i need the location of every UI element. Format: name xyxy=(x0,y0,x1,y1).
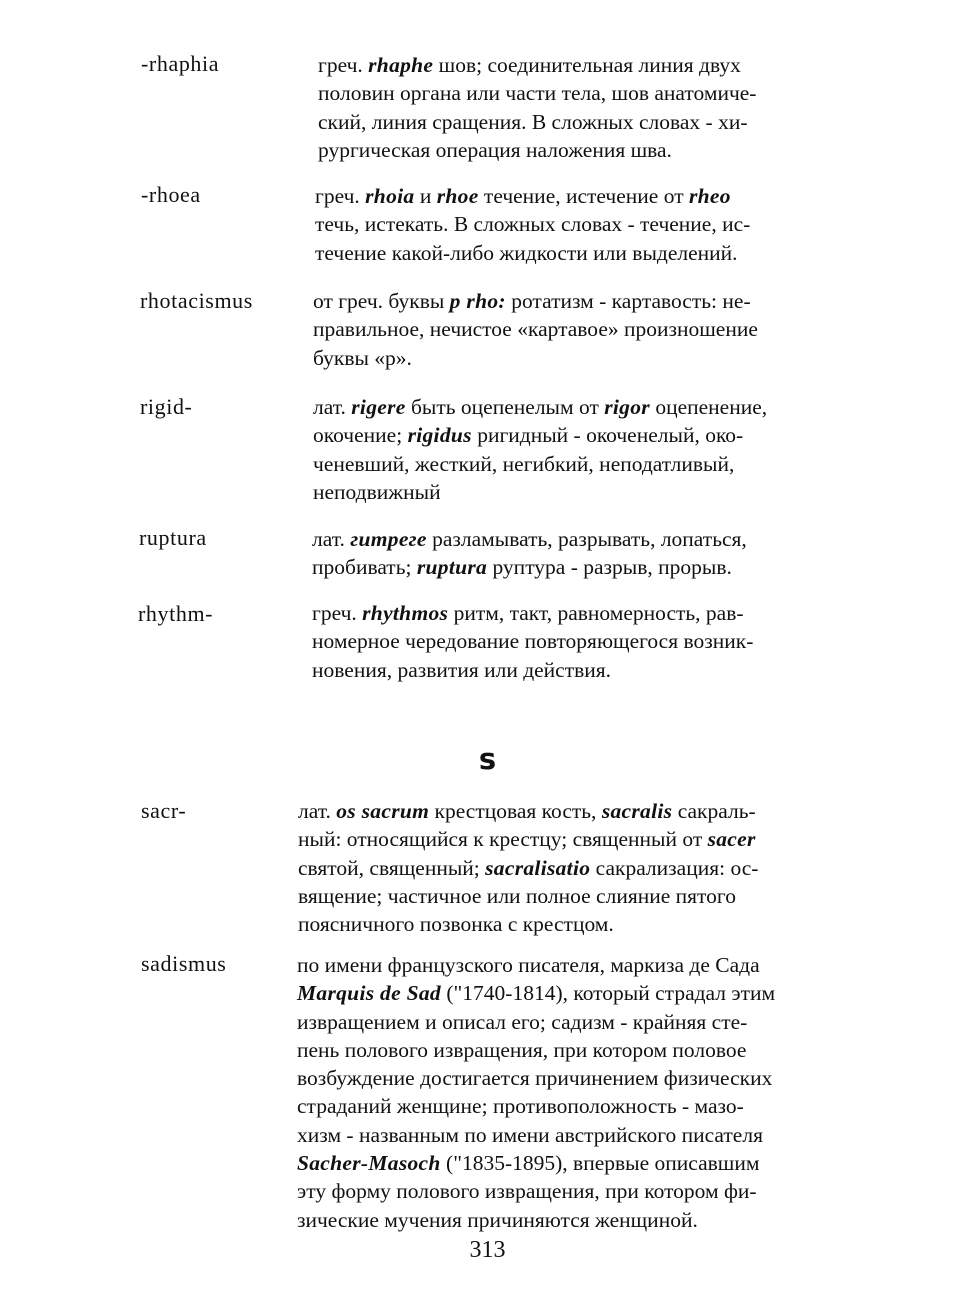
definition-text: течение какой-либо жидкости или выделений. xyxy=(315,240,738,265)
definition-text: пень полового извращения, при котором половое xyxy=(297,1037,747,1062)
definition-line xyxy=(297,1177,775,1205)
definition-text: рургическая операция наложения шва. xyxy=(318,137,672,162)
entry-definition xyxy=(318,51,756,164)
definition-text: течь, истекать. В сложных словах - течение, ис- xyxy=(315,212,751,237)
definition-text: страданий женщине; противоположность - мазо- xyxy=(297,1094,744,1119)
definition-line xyxy=(297,1121,775,1149)
definition-text: новения, развития или действия. xyxy=(312,657,612,682)
definition-text: святой, священный; xyxy=(298,855,486,880)
definition-text: по имени французского писателя, маркиза де Сада xyxy=(297,953,760,977)
entry-term: rhotacismus xyxy=(140,288,253,313)
latin-term: rhoe xyxy=(436,184,479,208)
definition-text: окочение; xyxy=(313,423,408,448)
definition-text: ("1740-1814), который страдал этим xyxy=(440,981,776,1006)
definition-line xyxy=(313,478,767,506)
definition-text: ский, линия сращения. В сложных словах - хи- xyxy=(318,109,748,134)
entry-term: rigid- xyxy=(140,394,193,419)
definition-text: быть оцепенелым от xyxy=(405,395,605,419)
definition-line xyxy=(313,393,767,421)
definition-text: сакрализация: ос- xyxy=(590,855,759,880)
definition-text: поясничного позвонка с крестцом. xyxy=(298,912,614,937)
latin-term: sacer xyxy=(707,827,756,852)
definition-line xyxy=(297,1149,775,1177)
definition-text: возбуждение достигается причинением физических xyxy=(297,1066,773,1091)
definition-text: разламывать, разрывать, лопаться, xyxy=(426,527,747,551)
entry-definition xyxy=(313,393,767,506)
entry-definition xyxy=(315,182,750,267)
definition-line xyxy=(298,825,758,853)
definition-line xyxy=(312,656,753,684)
definition-text: ротатизм - картавость: не- xyxy=(505,289,751,313)
definition-text: ("1835-1895), впервые описавшим xyxy=(440,1151,760,1176)
definition-text: правильное, нечистое «картавое» произношение xyxy=(313,317,758,342)
page-number: 313 xyxy=(469,1237,506,1263)
latin-term: rigere xyxy=(351,395,406,419)
definition-text: зические мучения причиняются женщиной. xyxy=(297,1207,698,1232)
definition-line xyxy=(297,1008,775,1036)
definition-text: и xyxy=(414,184,437,208)
definition-text: ритм, такт, равномерность, рав- xyxy=(448,601,744,625)
entry-definition xyxy=(312,525,747,582)
definition-text: лат. xyxy=(313,395,352,419)
latin-term: гитреге xyxy=(350,527,427,551)
definition-text: номерное чередование повторяющегося возник- xyxy=(312,629,754,654)
definition-line xyxy=(297,951,775,979)
section-letter-heading: s xyxy=(478,742,497,776)
definition-line xyxy=(298,882,758,910)
definition-line xyxy=(297,1092,775,1120)
definition-line xyxy=(312,525,747,553)
latin-term: rigidus xyxy=(407,423,472,448)
definition-line xyxy=(298,854,758,882)
definition-text: буквы «р». xyxy=(313,345,412,370)
definition-text: греч. xyxy=(315,184,366,208)
definition-line xyxy=(315,239,750,267)
definition-line xyxy=(318,51,756,79)
definition-text: ченевший, жесткий, негибкий, неподатливый, xyxy=(313,451,735,476)
definition-line xyxy=(315,182,750,210)
definition-line xyxy=(297,1064,775,1092)
latin-term: Sacher-Masoch xyxy=(297,1151,441,1176)
latin-term: Marquis de Sad xyxy=(297,981,441,1006)
entry-definition xyxy=(297,951,775,1234)
definition-text: греч. xyxy=(318,53,369,77)
definition-text: от греч. буквы xyxy=(313,289,450,313)
definition-line xyxy=(312,627,753,655)
entry-term: -rhaphia xyxy=(141,51,220,76)
definition-line xyxy=(318,79,756,107)
definition-text: греч. xyxy=(312,601,363,625)
definition-line xyxy=(318,136,756,164)
definition-line xyxy=(313,315,758,343)
definition-text: неподвижный xyxy=(313,479,441,504)
entry-term: ruptura xyxy=(139,525,207,550)
entry-definition xyxy=(298,797,758,938)
entry-definition xyxy=(313,287,758,372)
latin-term: os sacrum xyxy=(336,799,430,823)
definition-text: лат. xyxy=(298,799,337,823)
definition-text: половин органа или части тела, шов анатомиче- xyxy=(318,81,757,106)
definition-text: шов; соединительная линия двух xyxy=(433,53,741,77)
entry-term: sadismus xyxy=(141,951,227,976)
latin-term: rhoia xyxy=(365,184,415,208)
entry-definition xyxy=(312,599,753,684)
definition-line xyxy=(297,1036,775,1064)
definition-text: хизм - названным по имени австрийского писателя xyxy=(297,1122,763,1147)
definition-line xyxy=(318,108,756,136)
definition-line xyxy=(315,210,750,238)
definition-text: сакраль- xyxy=(672,799,756,823)
definition-text: ный: относящийся к крестцу; священный от xyxy=(298,827,708,852)
definition-text: течение, истечение от xyxy=(478,184,689,208)
definition-text: пробивать; xyxy=(312,555,417,580)
entry-term: sacr- xyxy=(141,798,187,823)
definition-text: оцепенение, xyxy=(649,395,768,419)
entry-term: -rhoea xyxy=(141,182,201,207)
latin-term: rhaphe xyxy=(368,53,434,77)
definition-line xyxy=(298,910,758,938)
entry-term: rhythm- xyxy=(138,601,214,626)
definition-text: руптура - разрыв, прорыв. xyxy=(487,555,732,580)
definition-text: крестцовая кость, xyxy=(429,799,602,823)
latin-term: p rho: xyxy=(449,289,506,313)
latin-term: ruptura xyxy=(416,555,488,580)
latin-term: rheo xyxy=(688,184,731,208)
latin-term: sacralisatio xyxy=(485,855,591,880)
definition-text: вящение; частичное или полное слияние пятого xyxy=(298,883,736,908)
definition-text: эту форму полового извращения, при котором фи- xyxy=(297,1179,757,1204)
definition-line xyxy=(313,450,767,478)
definition-text: извращением и описал его; садизм - крайняя сте- xyxy=(297,1009,748,1034)
definition-line xyxy=(313,344,758,372)
definition-line xyxy=(313,287,758,315)
definition-line xyxy=(312,599,753,627)
latin-term: sacralis xyxy=(601,799,673,823)
latin-term: rigor xyxy=(604,395,650,419)
definition-line xyxy=(297,1206,775,1234)
definition-text: лат. xyxy=(312,527,351,551)
definition-line xyxy=(312,553,747,581)
definition-line xyxy=(297,979,775,1007)
latin-term: rhythmos xyxy=(362,601,449,625)
definition-line xyxy=(313,421,767,449)
definition-text: ригидный - окоченелый, око- xyxy=(471,423,744,448)
definition-line xyxy=(298,797,758,825)
